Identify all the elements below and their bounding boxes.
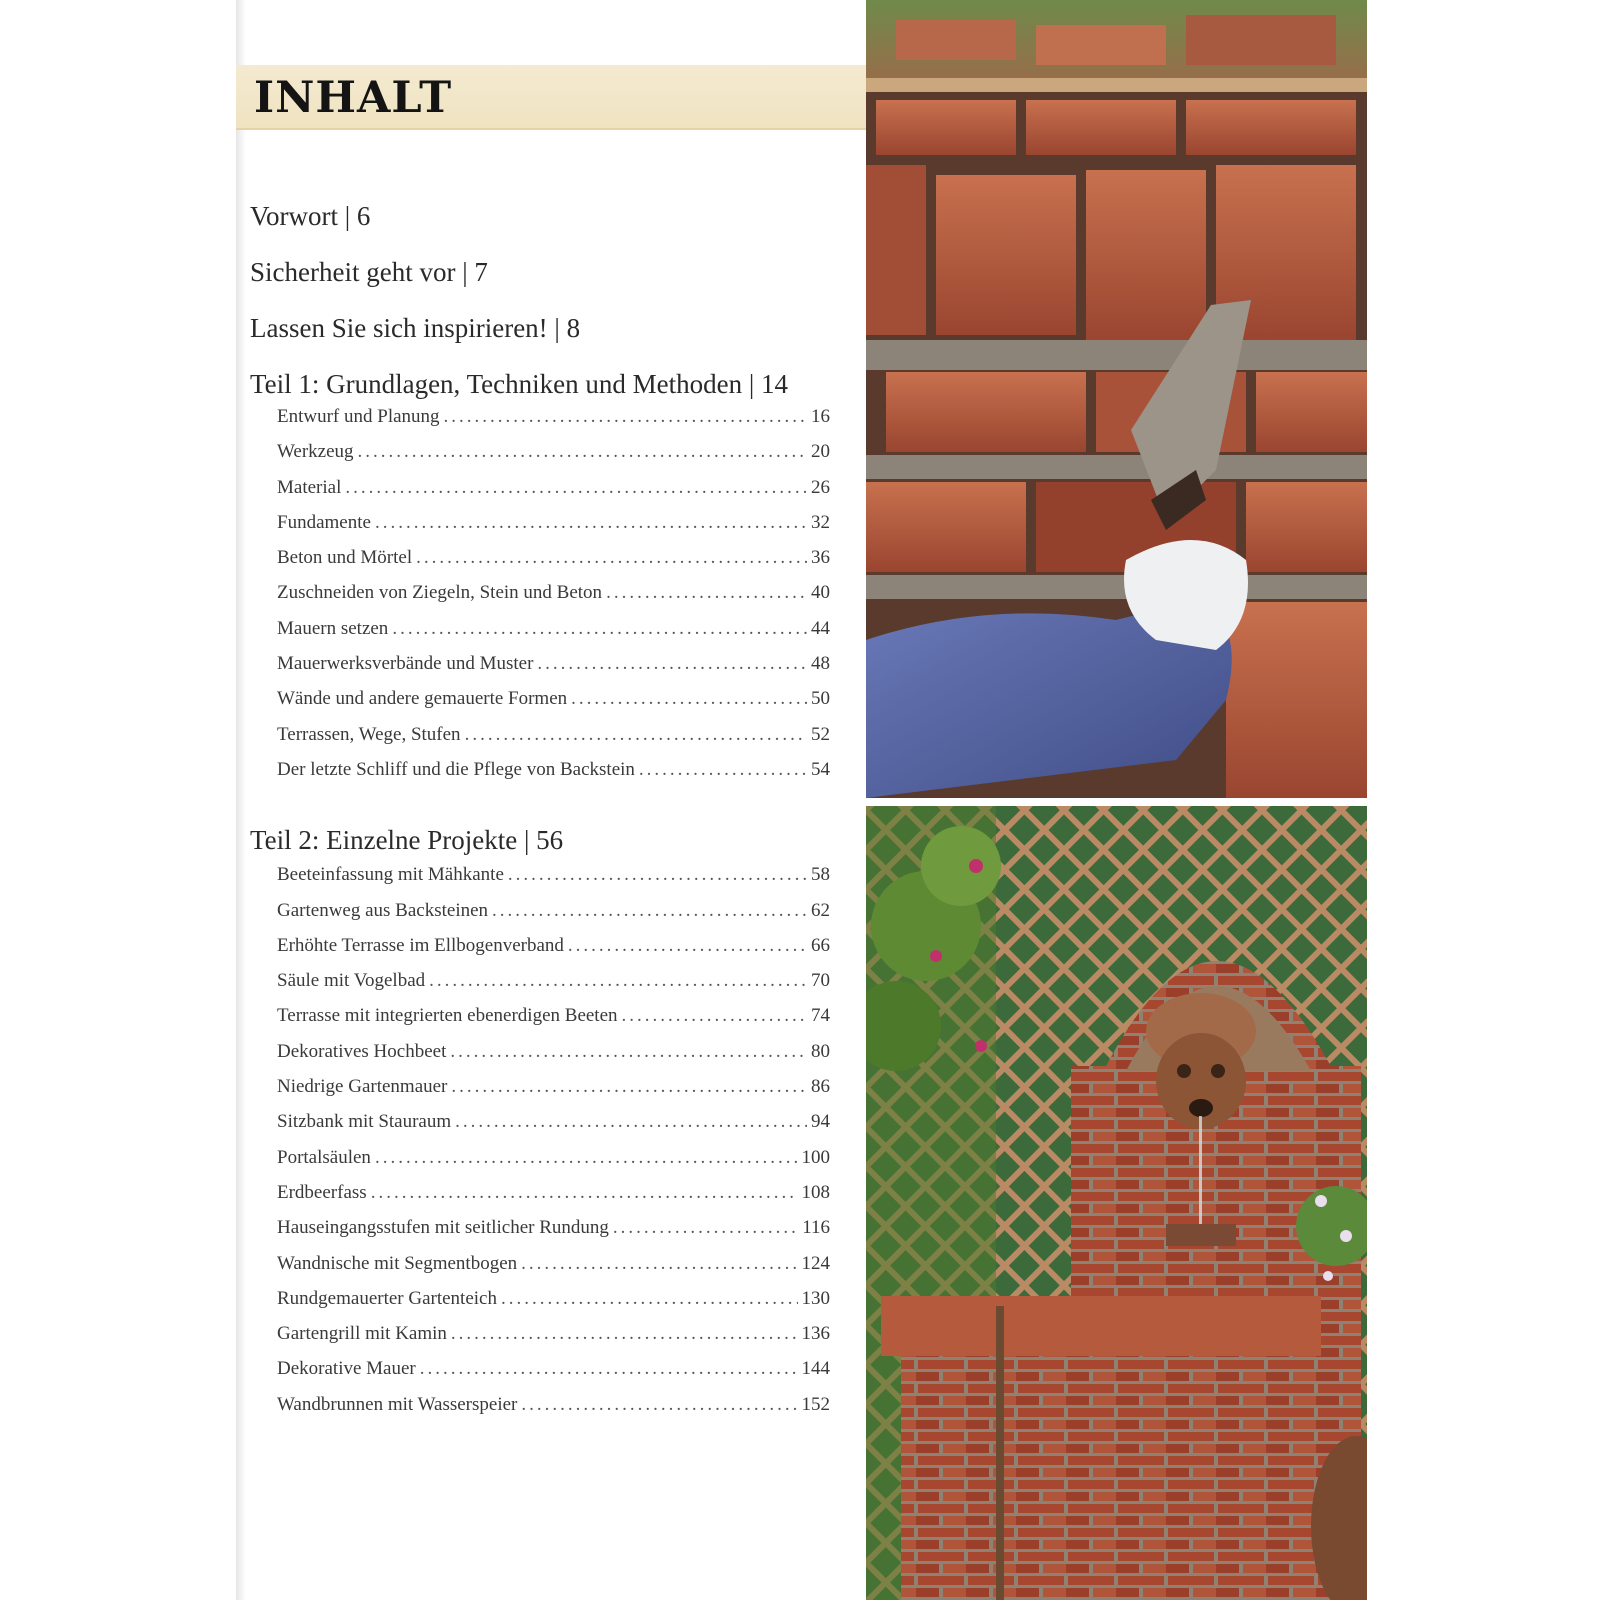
toc-entry-page: 136 xyxy=(801,1323,830,1345)
toc-entry[interactable] xyxy=(277,1111,830,1146)
toc-entry-page: 40 xyxy=(811,582,830,604)
toc-entry-page: 50 xyxy=(811,688,830,710)
title-band xyxy=(236,65,866,130)
leader-dots xyxy=(537,653,807,675)
toc-entry-page: 36 xyxy=(811,547,830,569)
toc-entry[interactable] xyxy=(277,618,830,653)
toc-entry-label: Rundgemauerter Gartenteich xyxy=(277,1287,497,1309)
bricklaying-photo xyxy=(866,0,1367,798)
toc-entry-label: Gartengrill mit Kamin xyxy=(277,1323,447,1345)
leader-dots xyxy=(501,1288,798,1310)
toc-part1-list xyxy=(250,406,830,794)
leader-dots xyxy=(622,1005,807,1027)
toc-entry-page: 74 xyxy=(811,1005,830,1027)
leader-dots xyxy=(571,688,807,710)
leader-dots xyxy=(444,406,807,428)
leader-dots xyxy=(568,935,807,957)
toc-part2-heading[interactable]: Teil 2: Einzelne Projekte | 56 xyxy=(250,825,564,856)
toc-entry[interactable] xyxy=(277,477,830,512)
page-title: INHALT xyxy=(254,73,453,123)
leader-dots xyxy=(606,582,807,604)
toc-entry-page: 58 xyxy=(811,864,830,886)
leader-dots xyxy=(420,1358,798,1380)
toc-entry[interactable] xyxy=(277,1076,830,1111)
toc-entry-page: 130 xyxy=(801,1287,830,1309)
toc-entry-label: Hauseingangsstufen mit seitlicher Rundung xyxy=(277,1217,609,1239)
toc-entry-label: Werkzeug xyxy=(277,441,354,463)
toc-entry-label: Niedrige Gartenmauer xyxy=(277,1076,448,1098)
toc-entry[interactable] xyxy=(277,406,830,441)
toc-entry-label: Zuschneiden von Ziegeln, Stein und Beton xyxy=(277,582,603,604)
toc-entry[interactable] xyxy=(277,759,830,794)
leader-dots xyxy=(508,864,807,886)
toc-entry-label: Terrassen, Wege, Stufen xyxy=(277,723,461,745)
toc-entry-label: Entwurf und Planung xyxy=(277,406,440,427)
toc-entry[interactable] xyxy=(277,1358,830,1393)
toc-entry[interactable] xyxy=(277,1005,830,1040)
toc-entry-label: Gartenweg aus Backsteinen xyxy=(277,899,489,921)
toc-entry-label: Dekorative Mauer xyxy=(277,1358,416,1380)
toc-entry[interactable] xyxy=(277,512,830,547)
toc-entry[interactable] xyxy=(277,653,830,688)
leader-dots xyxy=(358,441,807,463)
toc-entry[interactable] xyxy=(277,970,830,1005)
toc-entry-page: 52 xyxy=(811,723,830,745)
table-of-contents xyxy=(250,200,830,1429)
toc-entry-page: 48 xyxy=(811,653,830,675)
leader-dots xyxy=(613,1217,798,1239)
toc-entry[interactable] xyxy=(277,1288,830,1323)
toc-item-inspiration[interactable]: Lassen Sie sich inspirieren! | 8 xyxy=(250,313,581,343)
toc-item-sicherheit[interactable]: Sicherheit geht vor | 7 xyxy=(250,257,488,287)
leader-dots xyxy=(416,547,807,569)
toc-entry[interactable] xyxy=(277,900,830,935)
leader-dots xyxy=(345,477,807,499)
leader-dots xyxy=(392,618,807,640)
toc-entry[interactable] xyxy=(277,582,830,617)
toc-entry[interactable] xyxy=(277,441,830,476)
toc-entry-page: 100 xyxy=(801,1146,830,1168)
toc-part1-heading[interactable]: Teil 1: Grundlagen, Techniken und Methoden | 14 xyxy=(250,369,789,399)
leader-dots xyxy=(375,1147,798,1169)
leader-dots xyxy=(521,1394,797,1416)
toc-entry-page: 152 xyxy=(801,1393,830,1415)
toc-entry[interactable] xyxy=(277,1323,830,1358)
leader-dots xyxy=(492,900,807,922)
toc-entry-label: Material xyxy=(277,476,342,498)
toc-entry-page: 124 xyxy=(801,1252,830,1274)
toc-entry-page: 86 xyxy=(811,1076,830,1098)
toc-entry-page: 54 xyxy=(811,758,830,780)
toc-entry-label: Portalsäulen xyxy=(277,1146,371,1168)
toc-entry[interactable] xyxy=(277,688,830,723)
toc-entry-page: 70 xyxy=(811,970,830,992)
toc-entry-label: Säule mit Vogelbad xyxy=(277,970,426,992)
wall-fountain-photo xyxy=(866,806,1367,1600)
toc-entry[interactable] xyxy=(277,1394,830,1429)
leader-dots xyxy=(450,1041,807,1063)
leader-dots xyxy=(451,1323,798,1345)
toc-entry[interactable] xyxy=(277,864,830,899)
leader-dots xyxy=(429,970,807,992)
leader-dots xyxy=(375,512,807,534)
toc-entry[interactable] xyxy=(277,1217,830,1252)
toc-entry-page: 20 xyxy=(811,441,830,463)
toc-entry-label: Sitzbank mit Stauraum xyxy=(277,1111,452,1133)
page-corner-blank xyxy=(248,1448,418,1468)
toc-entry-label: Erhöhte Terrasse im Ellbogenverband xyxy=(277,934,564,956)
toc-entry-label: Beeteinfassung mit Mähkante xyxy=(277,864,504,886)
toc-entry-label: Mauerwerksverbände und Muster xyxy=(277,653,534,675)
bricklaying-illustration xyxy=(866,0,1367,798)
toc-entry-label: Fundamente xyxy=(277,511,371,533)
toc-entry-label: Wände und andere gemauerte Formen xyxy=(277,688,568,710)
toc-part2-list xyxy=(250,864,830,1429)
toc-entry[interactable] xyxy=(277,1182,830,1217)
leader-dots xyxy=(521,1253,797,1275)
page-gutter-shadow xyxy=(236,0,246,1600)
leader-dots xyxy=(451,1076,807,1098)
toc-entry[interactable] xyxy=(277,1041,830,1076)
toc-entry[interactable] xyxy=(277,1253,830,1288)
toc-entry-page: 32 xyxy=(811,511,830,533)
toc-entry[interactable] xyxy=(277,724,830,759)
toc-entry[interactable] xyxy=(277,547,830,582)
toc-entry-page: 94 xyxy=(811,1111,830,1133)
toc-entry-page: 116 xyxy=(802,1217,830,1239)
toc-entry-label: Terrasse mit integrierten ebenerdigen Beeten xyxy=(277,1005,618,1027)
toc-entry-page: 44 xyxy=(811,617,830,639)
toc-entry[interactable] xyxy=(277,1147,830,1182)
leader-dots xyxy=(465,724,807,746)
toc-entry-page: 108 xyxy=(801,1181,830,1203)
wall-fountain-illustration xyxy=(866,806,1367,1600)
toc-entry-label: Dekoratives Hochbeet xyxy=(277,1040,447,1062)
toc-entry-page: 80 xyxy=(811,1040,830,1062)
toc-entry-label: Der letzte Schliff und die Pflege von Backstein xyxy=(277,758,635,780)
toc-entry-label: Erdbeerfass xyxy=(277,1181,367,1203)
toc-entry-label: Beton und Mörtel xyxy=(277,547,413,569)
toc-entry-page: 26 xyxy=(811,476,830,498)
toc-entry-page: 66 xyxy=(811,934,830,956)
leader-dots xyxy=(639,759,807,781)
toc-entry-label: Mauern setzen xyxy=(277,617,389,639)
toc-entry-page: 62 xyxy=(811,899,830,921)
toc-item-vorwort[interactable]: Vorwort | 6 xyxy=(250,201,371,231)
toc-entry-page: 144 xyxy=(801,1358,830,1380)
leader-dots xyxy=(371,1182,798,1204)
toc-entry-label: Wandnische mit Segmentbogen xyxy=(277,1252,518,1274)
toc-entry-label: Wandbrunnen mit Wasserspeier xyxy=(277,1393,518,1415)
toc-entry-page: 16 xyxy=(811,406,830,427)
toc-entry[interactable] xyxy=(277,935,830,970)
leader-dots xyxy=(455,1111,807,1133)
